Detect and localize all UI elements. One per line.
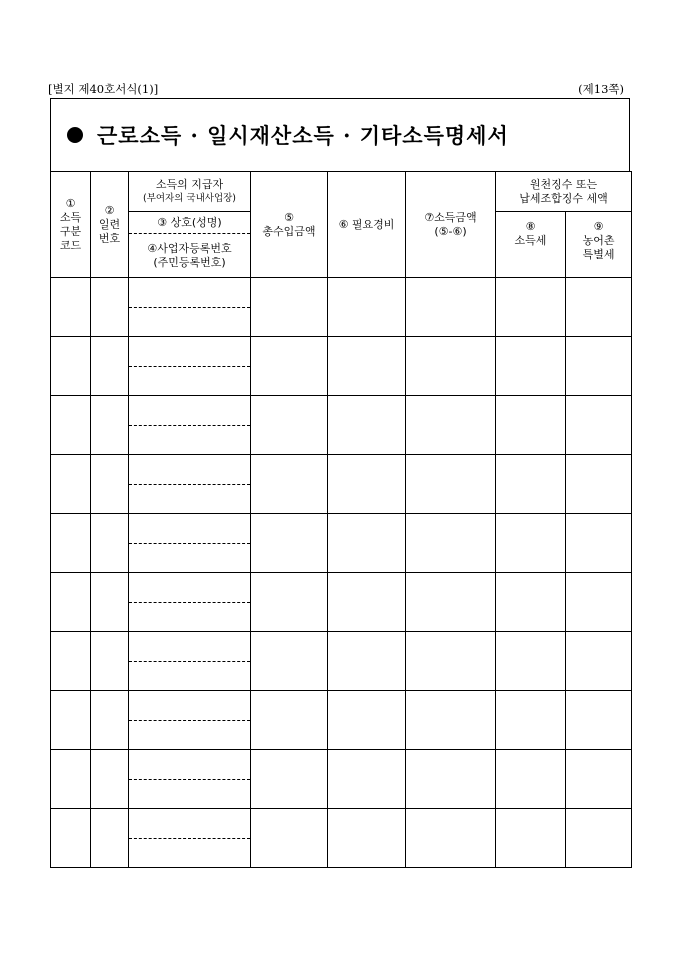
bullet-icon [67,127,83,143]
header-payer-title: 소득의 지급자 [155,177,224,191]
cell-income[interactable] [406,750,496,809]
table-row [51,514,632,544]
cell-name[interactable] [129,455,251,485]
header-registration-no [129,234,251,278]
cell-name[interactable] [129,750,251,780]
cell-code[interactable] [51,750,91,809]
header-income-tax [496,212,566,278]
header-income-code [51,172,91,278]
cell-reg-no[interactable] [129,780,251,809]
header-c6-label: ⑥ 필요경비 [338,217,395,231]
header-payer [129,172,251,212]
cell-name[interactable] [129,691,251,721]
header-c2-line2: 번호 [98,231,121,245]
header-c8-number: ⑧ [525,220,536,233]
cell-serial[interactable] [91,691,129,750]
cell-special[interactable] [566,809,632,868]
cell-serial[interactable] [91,632,129,691]
cell-tax[interactable] [496,691,566,750]
header-c9-number: ⑨ [593,220,604,233]
cell-name[interactable] [129,809,251,839]
cell-code[interactable] [51,514,91,573]
cell-special[interactable] [566,573,632,632]
cell-code[interactable] [51,396,91,455]
cell-expense[interactable] [328,396,406,455]
header-c1-line2: 구분 [59,224,82,238]
cell-tax[interactable] [496,396,566,455]
cell-name[interactable] [129,514,251,544]
cell-special[interactable] [566,750,632,809]
cell-total[interactable] [251,632,328,691]
cell-reg-no[interactable] [129,603,251,632]
cell-tax[interactable] [496,278,566,337]
cell-name[interactable] [129,632,251,662]
header-c1-line3: 코드 [59,238,82,252]
header-c1-number: ① [65,196,76,210]
cell-tax[interactable] [496,750,566,809]
cell-serial[interactable] [91,750,129,809]
cell-name[interactable] [129,278,251,308]
cell-name[interactable] [129,337,251,367]
cell-reg-no[interactable] [129,662,251,691]
cell-serial[interactable] [91,396,129,455]
cell-serial[interactable] [91,278,129,337]
header-withholding [496,172,632,212]
form-title: 근로소득 · 일시재산소득 · 기타소득명세서 [97,123,509,148]
header-c7-line1: ⑦소득금액 [424,210,477,224]
cell-total[interactable] [251,514,328,573]
cell-tax[interactable] [496,455,566,514]
cell-name[interactable] [129,573,251,603]
cell-reg-no[interactable] [129,308,251,337]
header-c5-number: ⑤ [284,210,294,224]
header-c7-line2: (⑤-⑥) [434,224,467,238]
cell-reg-no[interactable] [129,426,251,455]
header-c9-line2: 특별세 [582,248,615,261]
header-c4-line1: ④사업자등록번호 [147,241,232,255]
cell-special[interactable] [566,455,632,514]
cell-income[interactable] [406,809,496,868]
cell-total[interactable] [251,455,328,514]
header-company-name [129,212,251,234]
cell-tax[interactable] [496,632,566,691]
cell-income[interactable] [406,573,496,632]
cell-reg-no[interactable] [129,485,251,514]
table-row [51,632,632,662]
cell-expense[interactable] [328,691,406,750]
cell-expense[interactable] [328,632,406,691]
cell-serial[interactable] [91,455,129,514]
cell-reg-no[interactable] [129,367,251,396]
cell-income[interactable] [406,278,496,337]
cell-special[interactable] [566,337,632,396]
cell-code[interactable] [51,278,91,337]
form-id-label: [별지 제40호서식(1)] [48,82,159,96]
table-row [51,750,632,780]
cell-total[interactable] [251,691,328,750]
cell-reg-no[interactable] [129,839,251,868]
cell-income[interactable] [406,691,496,750]
header-c2-line1: 일련 [98,217,121,231]
income-statement-table [50,171,632,868]
cell-special[interactable] [566,632,632,691]
header-c9-line1: 농어촌 [582,234,615,247]
cell-tax[interactable] [496,337,566,396]
header-total-income [251,172,328,278]
cell-code[interactable] [51,691,91,750]
cell-tax[interactable] [496,573,566,632]
header-special-tax [566,212,632,278]
table-row [51,573,632,603]
cell-expense[interactable] [328,750,406,809]
header-expenses [328,172,406,278]
header-serial-no [91,172,129,278]
cell-expense[interactable] [328,278,406,337]
cell-income[interactable] [406,632,496,691]
table-row [51,278,632,308]
header-c4-line2: (주민등록번호) [153,255,226,269]
cell-special[interactable] [566,396,632,455]
cell-income[interactable] [406,396,496,455]
cell-code[interactable] [51,455,91,514]
header-c2-number: ② [104,203,115,217]
cell-tax[interactable] [496,514,566,573]
cell-total[interactable] [251,337,328,396]
header-c3-label: ③ 상호(성명) [157,215,222,229]
cell-total[interactable] [251,573,328,632]
cell-reg-no[interactable] [129,544,251,573]
cell-income[interactable] [406,337,496,396]
cell-code[interactable] [51,573,91,632]
cell-name[interactable] [129,396,251,426]
cell-special[interactable] [566,691,632,750]
cell-total[interactable] [251,278,328,337]
cell-code[interactable] [51,632,91,691]
cell-income[interactable] [406,514,496,573]
cell-serial[interactable] [91,337,129,396]
cell-expense[interactable] [328,573,406,632]
header-withholding-line1: 원천징수 또는 [529,177,598,191]
table-row [51,337,632,367]
cell-serial[interactable] [91,514,129,573]
cell-total[interactable] [251,809,328,868]
cell-serial[interactable] [91,809,129,868]
cell-expense[interactable] [328,514,406,573]
cell-expense[interactable] [328,337,406,396]
table-body [51,278,632,868]
cell-code[interactable] [51,809,91,868]
header-c8-label: 소득세 [514,234,547,247]
table-row [51,691,632,721]
cell-reg-no[interactable] [129,721,251,750]
header-income-amount [406,172,496,278]
cell-special[interactable] [566,514,632,573]
table-row [51,396,632,426]
cell-expense[interactable] [328,455,406,514]
cell-code[interactable] [51,337,91,396]
title-box [50,98,630,171]
cell-total[interactable] [251,396,328,455]
cell-total[interactable] [251,750,328,809]
table-row [51,455,632,485]
cell-income[interactable] [406,455,496,514]
cell-expense[interactable] [328,809,406,868]
cell-special[interactable] [566,278,632,337]
page-number: (제13쪽) [578,82,624,96]
cell-serial[interactable] [91,573,129,632]
header-c5-label: 총수입금액 [262,224,316,238]
header-payer-sub: (부여자의 국내사업장) [142,192,237,204]
table-row [51,809,632,839]
table-header [51,172,632,278]
header-c1-line1: 소득 [59,210,82,224]
header-withholding-line2: 납세조합징수 세액 [519,191,608,205]
cell-tax[interactable] [496,809,566,868]
